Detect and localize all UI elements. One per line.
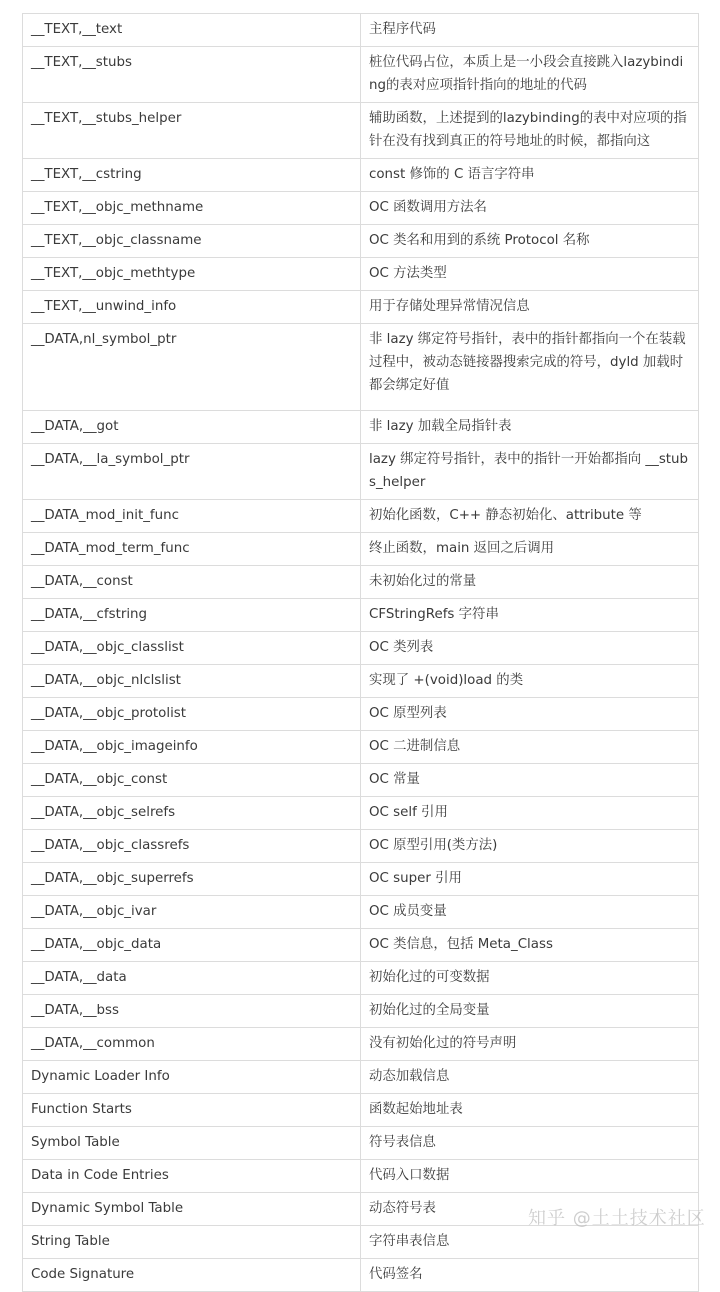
section-name-cell: Dynamic Symbol Table [23,1192,361,1225]
table-row [23,1027,699,1060]
section-name-cell: __TEXT,__text [23,14,361,47]
section-description-cell: 初始化函数，C++ 静态初始化、attribute 等 [361,499,699,532]
section-description-cell: OC self 引用 [361,796,699,829]
section-name-cell: __TEXT,__stubs_helper [23,103,361,159]
section-name-cell: __DATA,__got [23,410,361,443]
section-description-cell: const 修饰的 C 语言字符串 [361,159,699,192]
section-description-cell: 主程序代码 [361,14,699,47]
section-name-cell: __TEXT,__objc_methname [23,192,361,225]
section-description-cell: 辅助函数，上述提到的lazybinding的表中对应项的指针在没有找到真正的符号地址的时候，都指向这 [361,103,699,159]
section-name-cell: __DATA,__objc_classlist [23,631,361,664]
section-description-cell: OC 常量 [361,763,699,796]
table-row [23,928,699,961]
section-description-cell: CFStringRefs 字符串 [361,598,699,631]
watermark-text: 知乎 @土土技术社区 [528,1208,706,1229]
section-name-cell: __DATA,__bss [23,994,361,1027]
section-name-cell: Symbol Table [23,1126,361,1159]
section-name-cell: Code Signature [23,1258,361,1291]
section-description-cell: 非 lazy 绑定符号指针，表中的指针都指向一个在装载过程中，被动态链接器搜索完成的符号，dyld 加载时都会绑定好值 [361,324,699,411]
section-description-cell: OC 类信息，包括 Meta_Class [361,928,699,961]
section-name-cell: __DATA_mod_init_func [23,499,361,532]
section-description-cell: 初始化过的全局变量 [361,994,699,1027]
section-name-cell: __DATA,__objc_nlclslist [23,664,361,697]
section-name-cell: __DATA,__data [23,961,361,994]
section-description-cell: 符号表信息 [361,1126,699,1159]
section-name-cell: String Table [23,1225,361,1258]
table-row [23,565,699,598]
table-row [23,598,699,631]
macho-sections-table [22,13,699,1292]
section-name-cell: __DATA,__objc_protolist [23,697,361,730]
section-name-cell: __TEXT,__cstring [23,159,361,192]
table-row [23,1225,699,1258]
table-row [23,862,699,895]
table-row [23,631,699,664]
section-name-cell: __DATA,__la_symbol_ptr [23,443,361,499]
section-name-cell: __DATA,__objc_const [23,763,361,796]
table-row [23,14,699,47]
table-row [23,324,699,411]
section-name-cell: __DATA,__objc_selrefs [23,796,361,829]
table-row [23,291,699,324]
section-description-cell: OC 函数调用方法名 [361,192,699,225]
section-name-cell: __DATA,__objc_imageinfo [23,730,361,763]
section-description-cell: OC 类名和用到的系统 Protocol 名称 [361,225,699,258]
section-description-cell: 非 lazy 加载全局指针表 [361,410,699,443]
table-row [23,410,699,443]
table-row [23,697,699,730]
table-row [23,443,699,499]
table-row [23,763,699,796]
section-description-cell: OC 二进制信息 [361,730,699,763]
section-description-cell: 初始化过的可变数据 [361,961,699,994]
section-description-cell: OC 原型引用(类方法) [361,829,699,862]
section-name-cell: __DATA,__common [23,1027,361,1060]
table-row [23,730,699,763]
section-name-cell: __DATA,__const [23,565,361,598]
table-row [23,258,699,291]
section-name-cell: __DATA,__objc_classrefs [23,829,361,862]
table-row [23,1093,699,1126]
section-description-cell: 代码签名 [361,1258,699,1291]
section-description-cell: OC 类列表 [361,631,699,664]
section-description-cell: 桩位代码占位，本质上是一小段会直接跳入lazybinding的表对应项指针指向的地址的代码 [361,47,699,103]
section-name-cell: __DATA,__objc_ivar [23,895,361,928]
section-name-cell: __TEXT,__stubs [23,47,361,103]
section-description-cell: 没有初始化过的符号声明 [361,1027,699,1060]
table-row [23,103,699,159]
section-name-cell: __TEXT,__unwind_info [23,291,361,324]
section-description-cell: 代码入口数据 [361,1159,699,1192]
table-row [23,895,699,928]
section-name-cell: Dynamic Loader Info [23,1060,361,1093]
section-name-cell: __DATA,__objc_data [23,928,361,961]
table-row [23,796,699,829]
section-description-cell: 未初始化过的常量 [361,565,699,598]
section-description-cell: OC 成员变量 [361,895,699,928]
section-description-cell: 函数起始地址表 [361,1093,699,1126]
section-name-cell: __DATA,nl_symbol_ptr [23,324,361,411]
table-row [23,1192,699,1225]
table-row [23,532,699,565]
section-description-cell: 字符串表信息 [361,1225,699,1258]
section-description-cell: 终止函数，main 返回之后调用 [361,532,699,565]
section-name-cell: Data in Code Entries [23,1159,361,1192]
section-name-cell: __TEXT,__objc_methtype [23,258,361,291]
table-row [23,664,699,697]
section-description-cell: 用于存储处理异常情况信息 [361,291,699,324]
table-row [23,499,699,532]
section-description-cell: 实现了 +(void)load 的类 [361,664,699,697]
section-name-cell: __DATA,__cfstring [23,598,361,631]
table-row [23,961,699,994]
section-description-cell: 动态符号表 [361,1192,699,1225]
table-row [23,225,699,258]
table-row [23,1258,699,1291]
section-name-cell: __DATA_mod_term_func [23,532,361,565]
table-row [23,1126,699,1159]
table-row [23,47,699,103]
section-name-cell: __TEXT,__objc_classname [23,225,361,258]
section-description-cell: OC super 引用 [361,862,699,895]
section-description-cell: OC 方法类型 [361,258,699,291]
table-row [23,1159,699,1192]
table-row [23,159,699,192]
section-name-cell: __DATA,__objc_superrefs [23,862,361,895]
table-row [23,1060,699,1093]
section-name-cell: Function Starts [23,1093,361,1126]
table-row [23,192,699,225]
section-description-cell: lazy 绑定符号指针，表中的指针一开始都指向 __stubs_helper [361,443,699,499]
table-row [23,829,699,862]
section-description-cell: 动态加载信息 [361,1060,699,1093]
section-description-cell: OC 原型列表 [361,697,699,730]
table-row [23,994,699,1027]
